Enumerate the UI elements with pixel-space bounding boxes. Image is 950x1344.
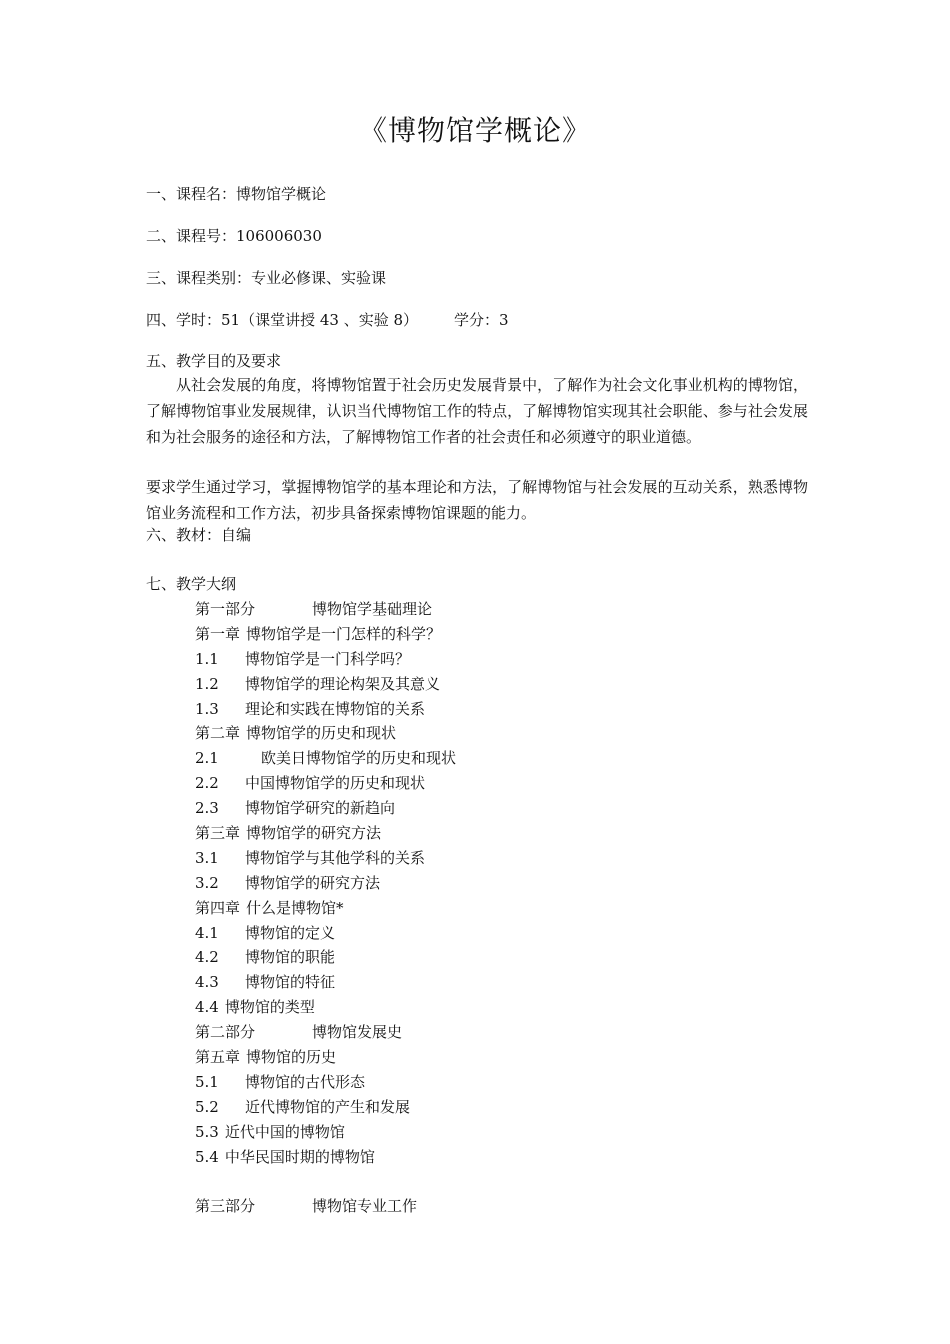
teaching-outline (195, 597, 456, 1219)
section-number: 5.1 (195, 1072, 219, 1091)
objectives-paragraph-2: 要求学生通过学习，掌握博物馆学的基本理论和方法，了解博物馆与社会发展的互动关系，熟悉博物馆业务流程和工作方法，初步具备探索博物馆课题的能力。 (146, 478, 808, 522)
section-title: 理论和实践在博物馆的关系 (245, 699, 426, 718)
objectives-paragraph-1: 从社会发展的角度，将博物馆置于社会历史发展背景中，了解作为社会文化事业机构的博物馆，了解博物馆事业发展规律，认识当代博物馆工作的特点，了解博物馆实现其社会职能、参与社会发展和为社会服务的途径和方法，了解博物馆工作者的社会责任和必须遵守的职业道德。 (146, 376, 808, 446)
chapter-label: 第五章 (195, 1048, 241, 1067)
part-label: 第三部分 (195, 1197, 256, 1216)
chapter-label: 第三章 (195, 824, 241, 843)
outline-section (195, 1070, 456, 1095)
outline-section (195, 746, 456, 771)
section-number: 3.2 (195, 873, 219, 892)
section-number: 4.3 (195, 973, 219, 992)
outline-section (195, 697, 456, 722)
section-number: 4.1 (195, 923, 219, 942)
course-name: 一、课程名：博物馆学概论 (146, 185, 327, 203)
outline-heading: 七、教学大纲 (146, 575, 237, 593)
outline-section (195, 995, 456, 1020)
course-credits: 学分：3 (454, 311, 509, 329)
outline-part (195, 1194, 456, 1219)
outline-part (195, 597, 456, 622)
part-label: 第二部分 (195, 1023, 256, 1042)
section-title: 中华民国时期的博物馆 (224, 1147, 375, 1166)
chapter-title: 博物馆学的历史和现状 (246, 724, 397, 743)
outline-section (195, 970, 456, 995)
chapter-label: 第一章 (195, 624, 241, 643)
section-number: 5.2 (195, 1097, 219, 1116)
outline-chapter (195, 896, 456, 921)
course-type: 三、课程类别：专业必修课、实验课 (146, 269, 387, 287)
course-hours: 四、学时：51（课堂讲授 43 、实验 8） (146, 311, 419, 329)
outline-section (195, 771, 456, 796)
outline-chapter (195, 721, 456, 746)
outline-chapter (195, 1045, 456, 1070)
outline-section (195, 846, 456, 871)
section-title: 博物馆学与其他学科的关系 (245, 848, 426, 867)
outline-section (195, 871, 456, 896)
outline-chapter (195, 821, 456, 846)
section-number: 4.4 (195, 998, 219, 1017)
objectives-heading: 五、教学目的及要求 (146, 352, 282, 370)
chapter-title: 博物馆学的研究方法 (246, 824, 382, 843)
section-title: 博物馆学是一门科学吗？ (245, 649, 411, 668)
part-title: 博物馆学基础理论 (312, 600, 433, 618)
section-title: 博物馆学研究的新趋向 (245, 799, 396, 818)
section-title: 博物馆的职能 (245, 948, 336, 967)
chapter-title: 博物馆的历史 (246, 1048, 337, 1067)
document-title: 《博物馆学概论》 (358, 114, 591, 147)
section-number: 2.1 (195, 749, 219, 768)
course-number: 二、课程号：106006030 (146, 227, 322, 245)
section-number: 5.3 (195, 1122, 219, 1141)
chapter-label: 第二章 (195, 724, 241, 743)
section-number: 3.1 (195, 848, 219, 867)
section-title: 欧美日博物馆学的历史和现状 (261, 749, 457, 768)
section-number: 1.1 (195, 649, 219, 668)
part-title: 博物馆专业工作 (312, 1197, 418, 1216)
section-number: 4.2 (195, 948, 219, 967)
outline-chapter (195, 622, 456, 647)
section-number: 2.3 (195, 799, 219, 818)
section-title: 中国博物馆学的历史和现状 (245, 774, 426, 793)
section-number: 2.2 (195, 774, 219, 793)
outline-section (195, 1120, 456, 1145)
section-number: 5.4 (195, 1147, 219, 1166)
outline-section (195, 921, 456, 946)
chapter-title: 什么是博物馆* (246, 898, 344, 917)
section-title: 近代博物馆的产生和发展 (245, 1097, 411, 1116)
part-label: 第一部分 (195, 600, 256, 618)
textbook-line: 六、教材：自编 (146, 526, 252, 544)
section-title: 博物馆的古代形态 (245, 1072, 366, 1091)
chapter-label: 第四章 (195, 898, 241, 917)
section-title: 博物馆的定义 (245, 923, 336, 942)
section-number: 1.3 (195, 699, 219, 718)
chapter-title: 博物馆学是一门怎样的科学？ (246, 624, 442, 643)
section-title: 博物馆的特征 (245, 973, 336, 992)
section-title: 近代中国的博物馆 (224, 1122, 345, 1141)
outline-part (195, 1020, 456, 1045)
outline-section (195, 796, 456, 821)
outline-section (195, 945, 456, 970)
outline-section (195, 672, 456, 697)
outline-section (195, 1145, 456, 1170)
section-title: 博物馆学的理论构架及其意义 (245, 674, 441, 693)
course-hours-line (146, 309, 509, 331)
section-number: 1.2 (195, 674, 219, 693)
outline-section (195, 1095, 456, 1120)
part-title: 博物馆发展史 (312, 1023, 403, 1042)
section-title: 博物馆学的研究方法 (245, 873, 381, 892)
outline-section (195, 647, 456, 672)
section-title: 博物馆的类型 (224, 998, 315, 1017)
